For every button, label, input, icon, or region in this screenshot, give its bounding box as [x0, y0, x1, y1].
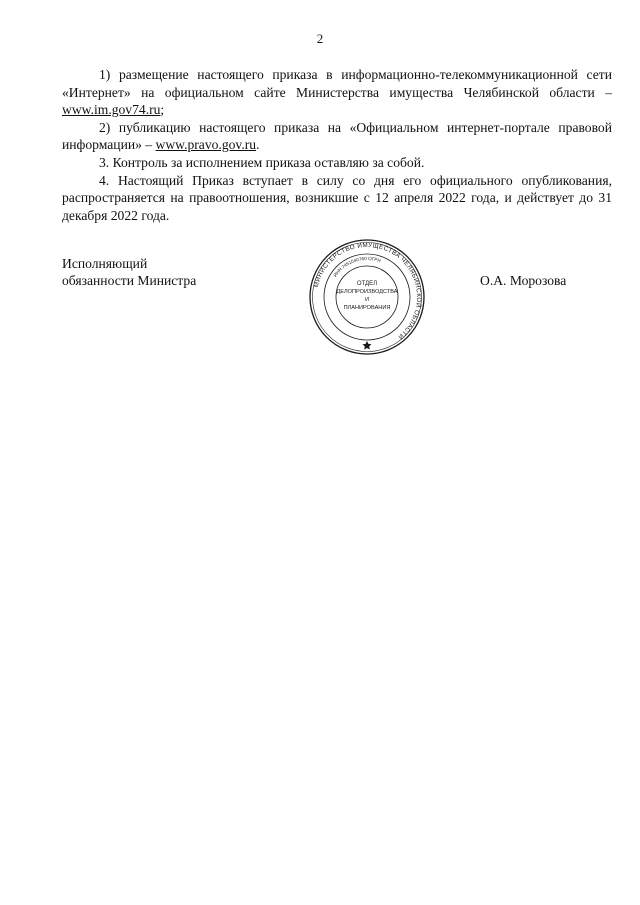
- document-body: [62, 66, 612, 224]
- paragraph-effective-date: [62, 172, 612, 225]
- official-seal: [302, 238, 432, 356]
- seal-inner-text: ИНН 7451040760 ОГРН: [332, 255, 382, 278]
- seal-outer-text: МИНИСТЕРСТВО ИМУЩЕСТВА ЧЕЛЯБИНСКОЙ ОБЛАСТИ: [312, 241, 423, 341]
- signer-name: О.А. Морозова: [480, 273, 567, 288]
- website-link[interactable]: www.im.gov74.ru: [62, 102, 161, 118]
- signer-title: [62, 255, 196, 289]
- seal-star-icon: [363, 341, 372, 350]
- paragraph-text: 3. Контроль за исполнением приказа оставляю за собой.: [99, 154, 425, 170]
- signer-title-line: Исполняющий: [62, 256, 148, 271]
- paragraph-publication: [62, 119, 612, 154]
- page-number: 2: [316, 31, 324, 46]
- seal-center-line: И: [364, 297, 370, 303]
- seal-center-line: ПЛАНИРОВАНИЯ: [343, 305, 391, 311]
- website-link[interactable]: www.pravo.gov.ru: [155, 137, 257, 153]
- paragraph-control: [62, 154, 612, 172]
- paragraph-placement: [62, 66, 612, 119]
- seal-center-line: ДЕЛОПРОИЗВОДСТВА: [336, 289, 398, 295]
- paragraph-text: 4. Настоящий Приказ вступает в силу со дня его официального опубликования, распространяется на правоотношения, возникшие с 12 апреля 2022 года, и действует до 31 декабря 2022 года.: [62, 172, 612, 223]
- seal-center-line: ОТДЕЛ: [356, 281, 378, 287]
- paragraph-ending: .: [256, 137, 260, 153]
- paragraph-text: 1) размещение настоящего приказа в информационно-телекоммуникационной сети «Интернет» на официальном сайте Министерства имущества Челябинской области –: [62, 67, 612, 100]
- signer-title-line: обязанности Министра: [62, 273, 197, 288]
- paragraph-text: 2) публикацию настоящего приказа на «Официальном интернет-портале правовой информации» –: [62, 119, 612, 153]
- paragraph-ending: ;: [160, 102, 165, 118]
